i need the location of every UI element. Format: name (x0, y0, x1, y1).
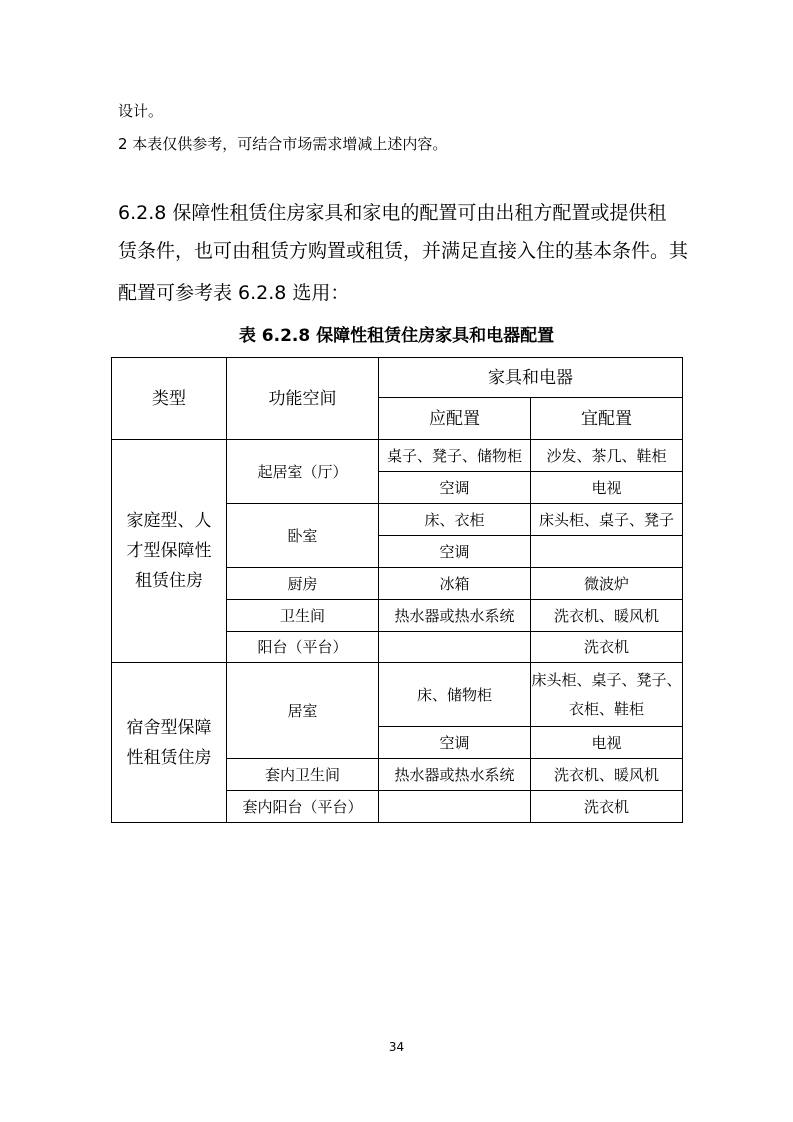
space-cell: 阳台（平台） (227, 632, 379, 663)
space-cell: 起居室（厅） (227, 440, 379, 504)
optional-cell: 微波炉 (531, 568, 683, 600)
header-space: 功能空间 (227, 358, 379, 440)
space-cell: 套内阳台（平台） (227, 791, 379, 823)
type-line: 才型保障性 (126, 541, 212, 561)
optional-line: 衣柜、鞋柜 (568, 699, 644, 718)
type-line: 宿舍型保障 (126, 717, 212, 738)
optional-cell (531, 663, 683, 727)
header-optional: 宜配置 (531, 398, 683, 440)
type-line: 租赁住房 (135, 571, 203, 591)
table-caption: 表 6.2.8 保障性租赁住房家具和电器配置 (238, 326, 555, 346)
furniture-appliance-table (111, 357, 683, 823)
required-cell: 空调 (379, 472, 531, 504)
required-cell: 热水器或热水系统 (379, 759, 531, 791)
optional-cell: 洗衣机 (531, 632, 683, 663)
optional-cell: 床头柜、桌子、凳子 (531, 504, 683, 536)
clause-text-line: 配置可参考表 6.2.8 选用： (118, 282, 350, 304)
space-cell: 居室 (227, 663, 379, 759)
clause-text-line: 赁条件，也可由租赁方购置或租赁，并满足直接入住的基本条件。其 (118, 240, 689, 262)
optional-cell: 洗衣机、暖风机 (531, 600, 683, 632)
required-cell: 床、衣柜 (379, 504, 531, 536)
note-item-2: 2 本表仅供参考，可结合市场需求增减上述内容。 (118, 135, 448, 153)
header-furniture: 家具和电器 (379, 358, 683, 398)
space-cell: 厨房 (227, 568, 379, 600)
type-cell (112, 663, 227, 823)
required-cell: 空调 (379, 727, 531, 759)
header-type: 类型 (112, 358, 227, 440)
space-cell: 卫生间 (227, 600, 379, 632)
space-cell: 套内卫生间 (227, 759, 379, 791)
optional-cell (531, 536, 683, 568)
optional-cell: 电视 (531, 727, 683, 759)
required-cell: 床、储物柜 (379, 663, 531, 727)
type-line: 家庭型、人 (126, 511, 212, 531)
optional-cell: 洗衣机 (531, 791, 683, 823)
required-cell: 热水器或热水系统 (379, 600, 531, 632)
optional-cell: 电视 (531, 472, 683, 504)
continuation-text: 设计。 (118, 102, 164, 120)
page-number: 34 (388, 1040, 405, 1054)
required-cell (379, 632, 531, 663)
type-cell (112, 440, 227, 663)
required-cell: 冰箱 (379, 568, 531, 600)
optional-line: 床头柜、桌子、凳子、 (531, 670, 682, 689)
space-cell: 卧室 (227, 504, 379, 568)
type-line: 性租赁住房 (126, 747, 212, 768)
optional-cell: 洗衣机、暖风机 (531, 759, 683, 791)
required-cell: 空调 (379, 536, 531, 568)
required-cell: 桌子、凳子、储物柜 (379, 440, 531, 472)
clause-text-line: 6.2.8 保障性租赁住房家具和家电的配置可由出租方配置或提供租 (118, 202, 667, 224)
optional-cell: 沙发、茶几、鞋柜 (531, 440, 683, 472)
required-cell (379, 791, 531, 823)
header-required: 应配置 (379, 398, 531, 440)
